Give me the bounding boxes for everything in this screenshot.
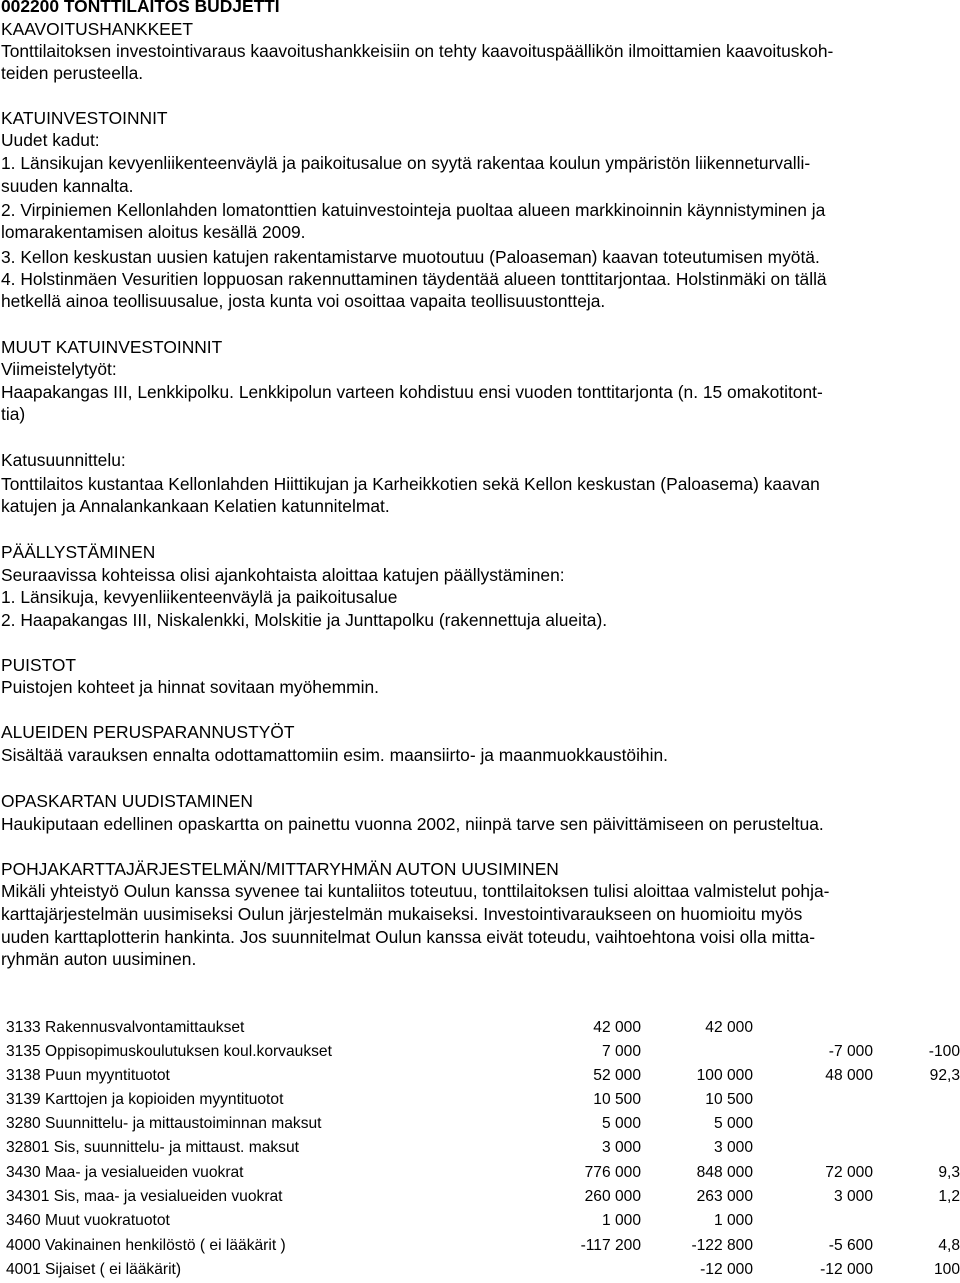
percent-cell: 100 <box>933 1261 960 1278</box>
value-cell: 100 000 <box>696 1067 753 1084</box>
section-heading-muut-katuinvestoinnit: MUUT KATUINVESTOINNIT <box>1 337 223 357</box>
table-row <box>0 1161 960 1185</box>
subheading-viimeistelytyot: Viimeistelytyöt: <box>1 359 117 379</box>
subheading-katusuunnittelu: Katusuunnittelu: <box>1 450 126 470</box>
table-row <box>0 1185 960 1209</box>
paragraph-line: Sisältää varauksen ennalta odottamattomiin esim. maansiirto- ja maanmuokkaustöihin. <box>1 745 668 765</box>
value-cell: -117 200 <box>580 1237 641 1254</box>
value-cell: 3 000 <box>713 1139 753 1156</box>
value-cell: 52 000 <box>593 1067 641 1084</box>
account-label: 3133 Rakennusvalvontamittaukset <box>6 1019 245 1036</box>
value-cell: 260 000 <box>584 1188 641 1205</box>
table-row <box>0 1234 960 1258</box>
account-label: 4001 Sijaiset ( ei lääkärit) <box>6 1261 182 1278</box>
paragraph-line: Mikäli yhteistyö Oulun kanssa syvenee tai kuntaliitos toteutuu, tonttilaitoksen tulisi aloittaa valmistelut pohja- <box>1 881 830 901</box>
percent-cell: 92,3 <box>929 1067 960 1084</box>
account-label: 3460 Muut vuokratuotot <box>6 1212 170 1229</box>
table-row <box>0 1016 960 1040</box>
account-label: 3139 Karttojen ja kopioiden myyntituotot <box>6 1091 284 1108</box>
table-row <box>0 1064 960 1088</box>
change-cell: -12 000 <box>820 1261 873 1278</box>
table-row <box>0 1258 960 1282</box>
paragraph-line: tia) <box>1 404 26 424</box>
change-cell: 48 000 <box>825 1067 873 1084</box>
value-cell: 7 000 <box>601 1043 641 1060</box>
paragraph-line: ryhmän auton uusiminen. <box>1 949 197 969</box>
value-cell: 10 500 <box>593 1091 641 1108</box>
change-cell: 3 000 <box>833 1188 873 1205</box>
account-label: 32801 Sis, suunnittelu- ja mittaust. maksut <box>6 1139 299 1156</box>
list-item-line: 1. Länsikuja, kevyenliikenteenväylä ja paikoitusalue <box>1 587 398 607</box>
value-cell: 42 000 <box>705 1019 753 1036</box>
table-row <box>0 1040 960 1064</box>
section-heading-paallystaminen: PÄÄLLYSTÄMINEN <box>1 542 156 562</box>
subheading-uudet-kadut: Uudet kadut: <box>1 130 100 150</box>
paragraph-line: karttajärjestelmän uusimiseksi Oulun järjestelmän mukaiseksi. Investointivaraukseen on huomioitu myös <box>1 904 803 924</box>
section-heading-katuinvestoinnit: KATUINVESTOINNIT <box>1 108 168 128</box>
change-cell: 72 000 <box>825 1164 873 1181</box>
document-title: 002200 TONTTILAITOS BUDJETTI <box>1 0 280 16</box>
percent-cell: 4,8 <box>938 1237 960 1254</box>
paragraph-line: Tonttilaitoksen investointivaraus kaavoitushankkeisiin on tehty kaavoituspäällikön ilmoittamien kaavoituskoh- <box>1 41 834 61</box>
paragraph-line: Seuraavissa kohteissa olisi ajankohtaista aloittaa katujen päällystäminen: <box>1 565 565 585</box>
list-item-line: hetkellä ainoa teollisuusalue, josta kunta voi osoittaa vapaita teollisuustontteja. <box>1 291 606 311</box>
account-label: 3280 Suunnittelu- ja mittaustoiminnan maksut <box>6 1115 322 1132</box>
value-cell: 1 000 <box>713 1212 753 1229</box>
account-label: 3138 Puun myyntituotot <box>6 1067 170 1084</box>
value-cell: -12 000 <box>700 1261 753 1278</box>
value-cell: 10 500 <box>705 1091 753 1108</box>
section-heading-opaskartta: OPASKARTAN UUDISTAMINEN <box>1 791 253 811</box>
value-cell: 5 000 <box>601 1115 641 1132</box>
percent-cell: 9,3 <box>938 1164 960 1181</box>
paragraph-line: teiden perusteella. <box>1 63 144 83</box>
paragraph-line: Tonttilaitos kustantaa Kellonlahden Hiittikujan ja Karheikkotien sekä Kellon keskustan (Paloasema) kaavan <box>1 474 820 494</box>
section-heading-perusparannustyot: ALUEIDEN PERUSPARANNUSTYÖT <box>1 722 295 742</box>
list-item-line: 3. Kellon keskustan uusien katujen rakentamistarve muotoutuu (Paloaseman) kaavan toteutumisen myötä. <box>1 247 820 267</box>
list-item-line: 2. Haapakangas III, Niskalenkki, Molskitie ja Junttapolku (rakennettuja alueita). <box>1 610 608 630</box>
section-heading-pohjakartta: POHJAKARTTAJÄRJESTELMÄN/MITTARYHMÄN AUTON UUSIMINEN <box>1 859 559 879</box>
table-row <box>0 1088 960 1112</box>
paragraph-line: Haukiputaan edellinen opaskartta on painettu vuonna 2002, niinpä tarve sen päivittämiseen on perusteltua. <box>1 814 824 834</box>
value-cell: 263 000 <box>696 1188 753 1205</box>
list-item-line: lomarakentamisen aloitus kesällä 2009. <box>1 222 306 242</box>
account-label: 34301 Sis, maa- ja vesialueiden vuokrat <box>6 1188 283 1205</box>
paragraph-line: Haapakangas III, Lenkkipolku. Lenkkipolun varteen kohdistuu ensi vuoden tonttitarjonta (n. 15 omakotitont- <box>1 382 823 402</box>
section-heading-kaavoitus: KAAVOITUSHANKKEET <box>1 19 193 39</box>
list-item-line: 1. Länsikujan kevyenliikenteenväylä ja paikoitusalue on syytä rakentaa koulun ympäristön liikenneturvalli- <box>1 153 811 173</box>
value-cell: 848 000 <box>696 1164 753 1181</box>
table-row <box>0 1136 960 1160</box>
table-row <box>0 1112 960 1136</box>
value-cell: 3 000 <box>601 1139 641 1156</box>
paragraph-line: katujen ja Annalankankaan Kelatien katunnitelmat. <box>1 496 390 516</box>
value-cell: 42 000 <box>593 1019 641 1036</box>
paragraph-line: uuden karttaplotterin hankinta. Jos suunnitelmat Oulun kanssa eivät toteudu, vaihtoehtona voisi olla mitta- <box>1 927 815 947</box>
section-heading-puistot: PUISTOT <box>1 655 77 675</box>
list-item-line: suuden kannalta. <box>1 176 134 196</box>
account-label: 3135 Oppisopimuskoulutuksen koul.korvaukset <box>6 1043 332 1060</box>
percent-cell: 1,2 <box>938 1188 960 1205</box>
value-cell: 1 000 <box>601 1212 641 1229</box>
list-item-line: 4. Holstinmäen Vesuritien loppuosan rakennuttaminen täydentää alueen tonttitarjontaa. Holstinmäki on tällä <box>1 269 827 289</box>
account-label: 4000 Vakinainen henkilöstö ( ei lääkärit ) <box>6 1237 286 1254</box>
percent-cell: -100 <box>928 1043 960 1060</box>
value-cell: 5 000 <box>713 1115 753 1132</box>
value-cell: -122 800 <box>691 1237 753 1254</box>
paragraph-line: Puistojen kohteet ja hinnat sovitaan myöhemmin. <box>1 677 379 697</box>
table-row <box>0 1209 960 1233</box>
change-cell: -7 000 <box>828 1043 873 1060</box>
list-item-line: 2. Virpiniemen Kellonlahden lomatonttien katuinvestointeja puoltaa alueen markkinoinnin käynnistyminen ja <box>1 200 826 220</box>
account-label: 3430 Maa- ja vesialueiden vuokrat <box>6 1164 244 1181</box>
value-cell: 776 000 <box>584 1164 641 1181</box>
change-cell: -5 600 <box>828 1237 873 1254</box>
